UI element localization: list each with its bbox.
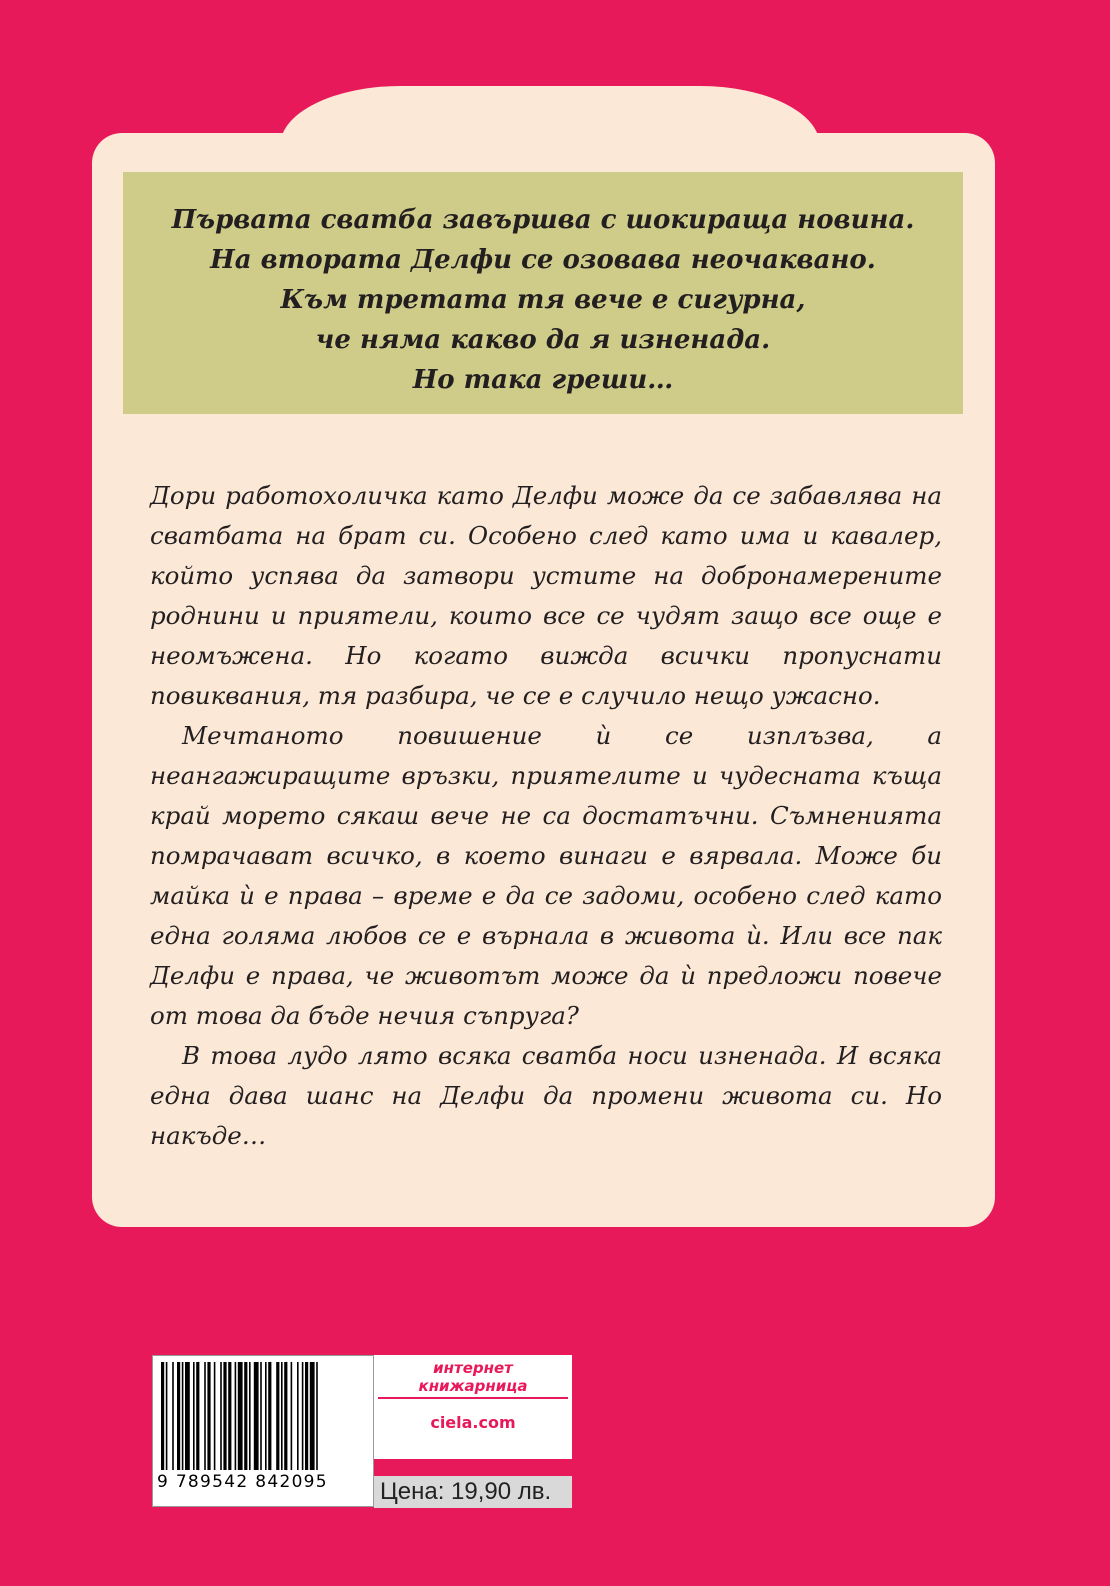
isbn-barcode — [152, 1355, 374, 1507]
blurb-paragraph: Дори работохоличка като Делфи може да се забавлява на сватбата на брат си. Особено след като има и кавалер, който успява да затвори устите на добронамерените роднини и приятели, които все се чудят защо все още е неомъжена. Но когато вижда всички пропуснати повиквания, тя разбира, че се е случило нещо ужасно. — [150, 481, 942, 710]
price-label: Цена: 19,90 лв. — [374, 1476, 572, 1508]
teaser-line: Първата сватба завършва с шокираща новина. — [171, 205, 915, 235]
teaser-line: На втората Делфи се озовава неочаквано. — [210, 245, 876, 275]
teaser-line: че няма какво да я изненада. — [315, 325, 771, 355]
store-url[interactable]: ciela.com — [430, 1413, 516, 1432]
store-info — [374, 1355, 572, 1459]
isbn-digits: 9 789542 842095 — [157, 1472, 328, 1492]
blurb-text — [150, 476, 942, 1156]
barcode-bars-icon — [161, 1362, 365, 1470]
blurb-paragraph: Мечтаното повишение ѝ се изплъзва, а неангажиращите връзки, приятелите и чудесната къща край морето сякаш вече не са достатъчни. Съмненията помрачават всичко, в което винаги е вярвала. Може би майка ѝ е права – време е да се задоми, особено след като една голяма любов се е върнала в живота ѝ. Или все пак Делфи е права, че животът може да ѝ предложи повече от това да бъде нечия съпруга? — [150, 721, 942, 1030]
teaser-box — [123, 172, 963, 414]
teaser-line: Но така греши… — [412, 365, 674, 395]
blurb-paragraph: В това лудо лято всяка сватба носи изненада. И всяка една дава шанс на Делфи да промени живота си. Но накъде… — [150, 1041, 942, 1150]
teaser-line: Към третата тя вече е сигурна, — [280, 285, 806, 315]
bookstore-label: интернет книжарница — [378, 1359, 568, 1399]
